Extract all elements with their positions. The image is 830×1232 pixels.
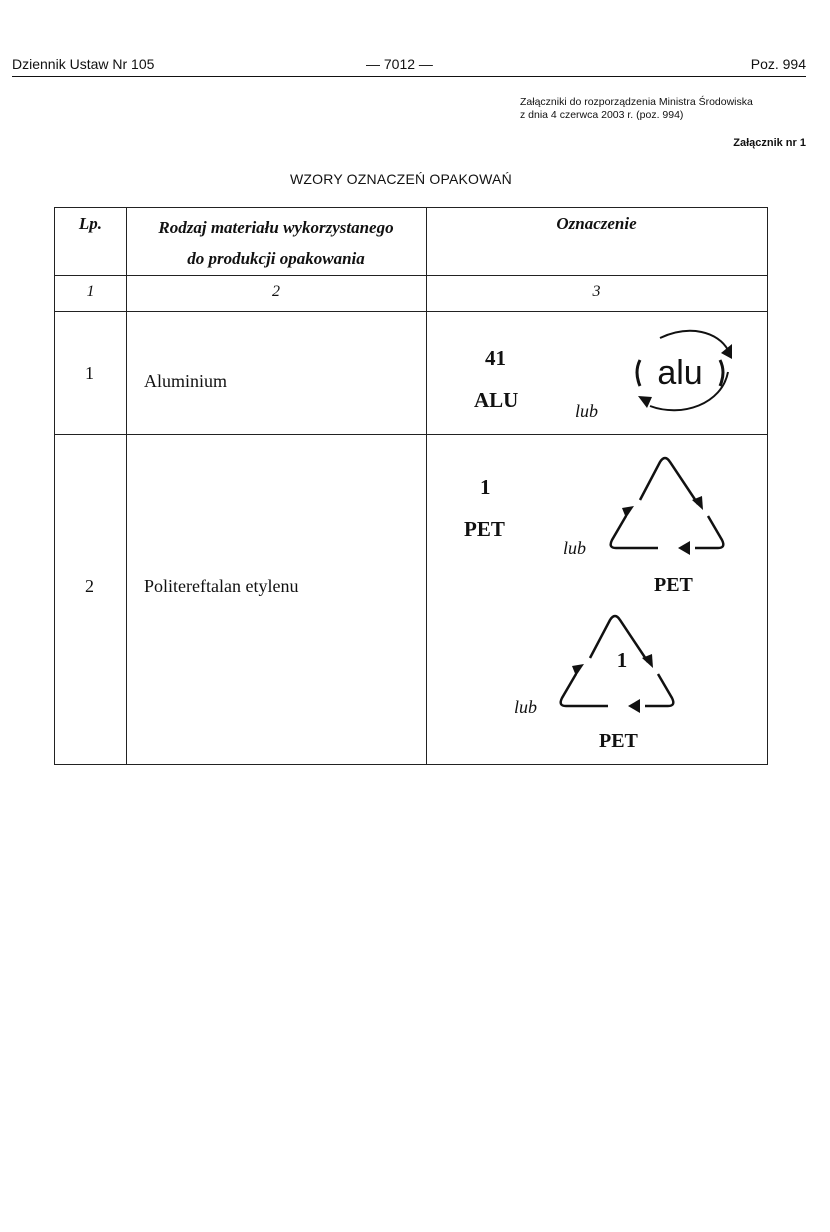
alu-symbol-text: alu bbox=[657, 354, 703, 392]
pet-2-symbol-number: 1 bbox=[616, 648, 628, 672]
document-title: WZORY OZNACZEŃ OPAKOWAŃ bbox=[290, 171, 512, 187]
row-1-code-number: 41 bbox=[485, 346, 506, 370]
header-lp: Lp. bbox=[78, 214, 103, 233]
pet-1-right-stroke bbox=[695, 516, 723, 548]
column-number: 1 bbox=[86, 283, 95, 300]
row-2-code-number: 1 bbox=[480, 475, 491, 499]
header-material-line-2: do produkcji opakowania bbox=[187, 249, 365, 268]
pet-1-left-stroke bbox=[611, 516, 658, 548]
row-1-lp: 1 bbox=[85, 363, 94, 383]
row-divider bbox=[55, 275, 767, 276]
alu-arrowhead-bottom bbox=[638, 396, 652, 408]
pet-2-arrowhead-bottom bbox=[628, 699, 640, 713]
row-2-code-abbr: PET bbox=[464, 517, 505, 541]
pet-recycling-triangle-2 bbox=[550, 606, 680, 716]
row-2-or-2: lub bbox=[514, 697, 538, 717]
pet-1-arrowhead-bottom bbox=[678, 541, 690, 555]
annex-line-2: z dnia 4 czerwca 2003 r. (poz. 994) bbox=[520, 109, 684, 121]
header-rule bbox=[12, 76, 806, 77]
alu-recycling-symbol bbox=[620, 326, 740, 421]
row-1-material: Aluminium bbox=[144, 371, 228, 391]
markings-table bbox=[54, 207, 768, 765]
journal-name: Dziennik Ustaw Nr 105 bbox=[12, 56, 155, 72]
row-2-lp: 2 bbox=[85, 576, 94, 596]
pet-2-arrowhead-left bbox=[572, 664, 584, 676]
alu-arc-top bbox=[660, 331, 728, 350]
row-divider bbox=[55, 434, 767, 435]
annex-note bbox=[520, 96, 810, 122]
pet-1-arrowhead-left bbox=[622, 506, 634, 518]
page-number: — 7012 — bbox=[366, 56, 433, 72]
row-2-material: Politereftalan etylenu bbox=[144, 576, 299, 596]
pet-recycling-triangle-1 bbox=[600, 448, 730, 558]
row-1-or: lub bbox=[575, 401, 599, 421]
annex-number: Załącznik nr 1 bbox=[733, 137, 806, 149]
row-2-symbol-2-label: PET bbox=[599, 730, 638, 752]
row-2-or-1: lub bbox=[563, 538, 587, 558]
pet-2-right-stroke bbox=[645, 674, 673, 706]
row-2-symbol-1-label: PET bbox=[654, 574, 693, 596]
position-number: Poz. 994 bbox=[750, 56, 806, 72]
pet-2-left-stroke bbox=[561, 674, 608, 706]
alu-paren-right bbox=[720, 360, 723, 386]
header-marking: Oznaczenie bbox=[556, 214, 637, 233]
column-number: 2 bbox=[272, 283, 280, 300]
pet-1-top-stroke bbox=[640, 458, 698, 504]
annex-line-1: Załączniki do rozporządzenia Ministra Środowiska bbox=[520, 96, 753, 108]
column-number: 3 bbox=[592, 283, 601, 300]
header-material bbox=[126, 212, 426, 274]
row-divider bbox=[55, 311, 767, 312]
row-1-code-abbr: ALU bbox=[474, 388, 519, 412]
header-material-line-1: Rodzaj materiału wykorzystanego bbox=[158, 218, 394, 237]
alu-paren-left bbox=[637, 360, 640, 386]
